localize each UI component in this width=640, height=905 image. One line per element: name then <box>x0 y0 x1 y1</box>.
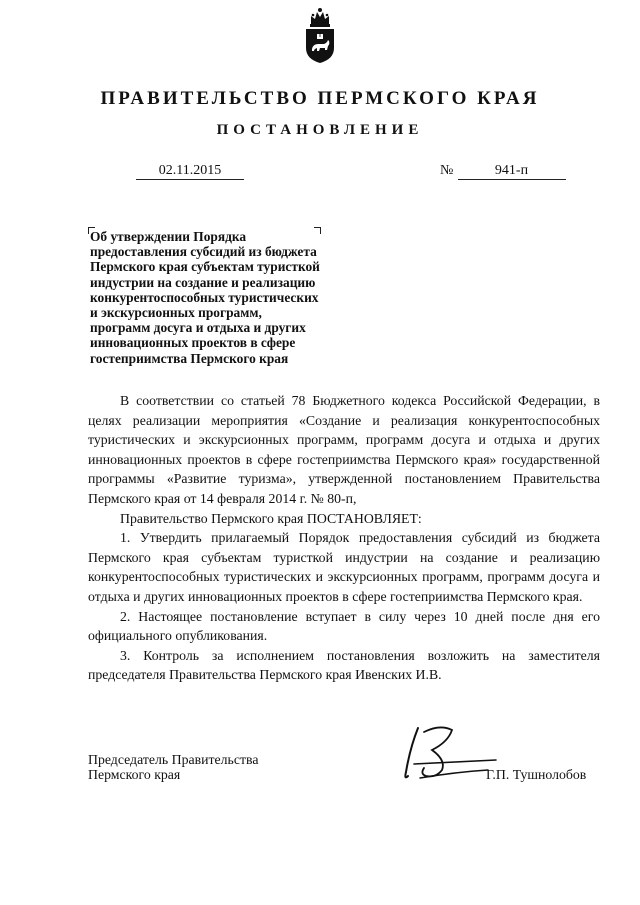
organization-title: ПРАВИТЕЛЬСТВО ПЕРМСКОГО КРАЯ <box>100 88 540 109</box>
subject-line: предоставления субсидий из бюджета <box>90 244 317 260</box>
body-paragraph-item-2: 2. Настоящее постановление вступает в силу через 10 дней после дня его официального опубликования. <box>88 608 600 644</box>
subject-line: Об утверждении Порядка <box>90 229 247 244</box>
document-type-title: ПОСТАНОВЛЕНИЕ <box>216 122 424 138</box>
coat-of-arms-icon <box>302 6 338 64</box>
subject-line: гостеприимства Пермского края <box>90 350 289 366</box>
subject-line: и экскурсионных программ, <box>90 305 262 321</box>
document-number-field <box>440 163 566 180</box>
number-sign: № <box>440 163 454 178</box>
body-paragraph-preamble: В соответствии со статьей 78 Бюджетного кодекса Российской Федерации, в целях реализации мероприятия «Создание и реализация конкурентоспособных туристических и экскурсионных программ, программ досуга и отдыха и других инновационных проектов в сфере гостеприимства Пермского края» государственной программы «Развитие туризма», утвержденной постановлением Правительства Пермского края от 14 февраля 2014 г. № 80-п, <box>88 393 600 506</box>
body-paragraph-resolution: Правительство Пермского края ПОСТАНОВЛЯЕТ: <box>120 510 422 526</box>
document-date: 02.11.2015 <box>136 163 244 180</box>
document-number: 941-п <box>458 163 566 180</box>
document-body <box>88 391 600 685</box>
signatory-position <box>88 752 318 782</box>
document-subject <box>90 229 365 366</box>
signer-name: Г.П. Тушнолобов <box>486 767 587 782</box>
subject-line: Пермского края субъектам туристкой <box>90 259 320 275</box>
subject-line: инновационных проектов в сфере <box>90 335 296 351</box>
signatory-position-line: Пермского края <box>88 767 181 782</box>
subject-line: программ досуга и отдыха и других <box>90 320 306 336</box>
signatory-position-line: Председатель Правительства <box>88 752 259 767</box>
body-paragraph-item-3: 3. Контроль за исполнением постановления возложить на заместителя председателя Правительства Пермского края Ивенских И.В. <box>88 647 600 683</box>
subject-line: конкурентоспособных туристических <box>90 289 319 305</box>
body-paragraph-item-1: 1. Утвердить прилагаемый Порядок предоставления субсидий из бюджета Пермского края субъектам туристкой индустрии на создание и реализацию конкурентоспособных туристических и экскурсионных программ, программ досуга и отдыха и других инновационных проектов в сфере гостеприимства Пермского края. <box>88 530 600 604</box>
subject-line: индустрии на создание и реализацию <box>90 274 316 290</box>
